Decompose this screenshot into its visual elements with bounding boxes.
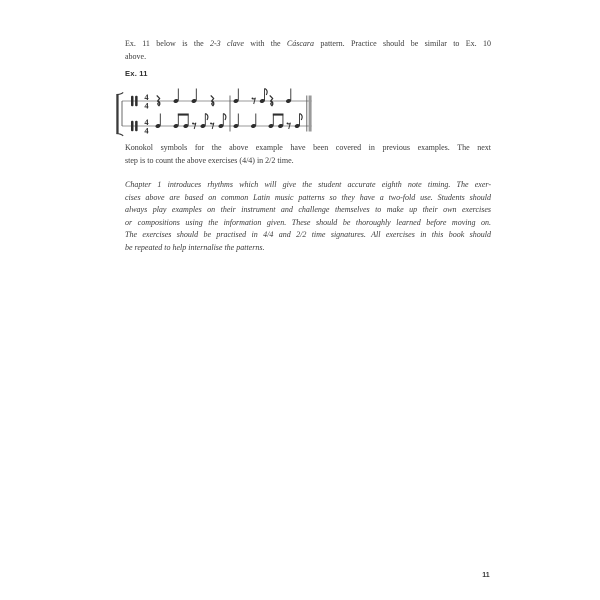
text-line <box>125 229 491 242</box>
beam <box>273 114 284 116</box>
intro-paragraph <box>125 37 491 63</box>
text-line <box>125 242 491 255</box>
italic-text: 2-3 clave <box>209 39 244 48</box>
time-signature: 4 <box>144 92 149 102</box>
beam <box>178 114 189 116</box>
example-label: Ex. 11 <box>125 69 148 78</box>
text: or compositions using the information given. These should be thoroughly learned before moving on. <box>125 217 491 227</box>
text: Ex. 11 below is the <box>125 39 210 48</box>
page-number: 11 <box>482 572 490 579</box>
svg-text:4: 4 <box>144 100 149 111</box>
percussion-clef <box>131 121 134 131</box>
final-barline-thick <box>309 96 312 132</box>
text: Konokol symbols for the above example have been covered in previous examples. The next <box>125 143 491 152</box>
text: be repeated to help internalise the patterns. <box>125 242 265 252</box>
text-line <box>125 204 491 217</box>
text-line <box>125 217 491 230</box>
time-signature: 4 <box>144 117 149 127</box>
text-line <box>125 192 491 205</box>
text-line <box>125 37 491 50</box>
percussion-clef <box>131 96 134 106</box>
konokol-paragraph <box>125 141 491 167</box>
text-line <box>125 141 491 154</box>
music-notation <box>110 82 325 144</box>
chapter-note-paragraph <box>125 179 491 255</box>
text-line <box>125 154 491 167</box>
italic-text: Cáscara <box>286 39 315 48</box>
text: pattern. Practice should be similar to Ex. 10 <box>314 39 492 48</box>
text: cises above are based on common Latin music patterns so they have a two-fold use. Students should <box>125 192 491 202</box>
text: with the <box>243 39 287 48</box>
text: The exercises should be practised in 4/4 and 2/2 time signatures. All exercises in this book should <box>125 230 491 240</box>
text: step is to count the above exercises (4/4) in 2/2 time. <box>125 156 294 165</box>
text-line <box>125 50 491 63</box>
text: above. <box>125 52 147 61</box>
text-line <box>125 179 491 192</box>
system-bracket <box>116 94 118 134</box>
text: always play examples on their instrument and challenge themselves to make up their own exercises <box>125 205 491 215</box>
text: Chapter 1 introduces rhythms which will give the student accurate eighth note timing. The exer- <box>125 180 491 189</box>
svg-text:4: 4 <box>144 125 149 136</box>
